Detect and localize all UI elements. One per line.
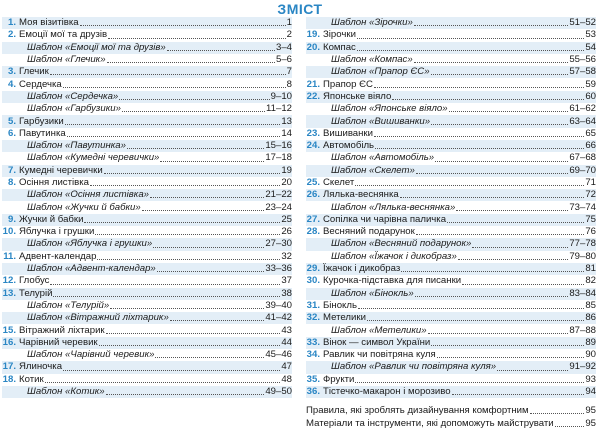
entry-title: Їжачок і дикобраз <box>323 263 401 275</box>
entry-title: Телурій <box>19 287 53 299</box>
entry-title: Прапор ЄС <box>323 78 373 90</box>
toc-entry <box>2 177 292 189</box>
entry-page: 76 <box>585 226 596 238</box>
entry-number: 30. <box>306 275 320 287</box>
entry-page: 53 <box>585 29 596 41</box>
entry-title: Шаблон «Чарівний черевик» <box>27 349 155 361</box>
toc-template-entry <box>2 201 292 213</box>
entry-title: Шаблон «Адвент-календар» <box>27 263 156 275</box>
dot-leader <box>90 184 280 186</box>
entry-page: 91–92 <box>569 361 596 373</box>
entry-number: 34. <box>306 349 320 361</box>
entry-number: 35. <box>306 373 320 385</box>
entry-page: 8 <box>286 78 292 90</box>
entry-page: 94 <box>585 386 596 398</box>
entry-number: 5. <box>7 115 16 127</box>
dot-leader <box>449 110 569 112</box>
entry-number: 1. <box>7 17 16 29</box>
dot-leader <box>357 49 584 51</box>
entry-number: 23. <box>306 127 320 139</box>
dot-leader <box>358 307 584 309</box>
entry-title: Компас <box>323 41 356 53</box>
entry-number: 31. <box>306 299 320 311</box>
entry-page: 57–58 <box>569 66 596 78</box>
entry-title: Шаблон «Кумедні черевички» <box>27 152 160 164</box>
entry-title: Шаблон «Глечик» <box>27 54 106 66</box>
entry-title: Правила, які зроблять дизайнування комфортним <box>306 404 529 416</box>
toc-entry <box>306 300 596 312</box>
dot-leader <box>167 49 275 51</box>
entry-title: Осіння листівка <box>19 177 89 188</box>
toc-template-entry <box>2 42 292 54</box>
dot-leader <box>414 61 569 63</box>
entry-number: 13. <box>2 287 16 299</box>
dot-leader <box>106 393 265 395</box>
toc-entry <box>306 214 596 226</box>
entry-title: Яблучка і грушки <box>19 226 95 238</box>
entry-title: Котик <box>19 373 44 385</box>
entry-title: Шаблон «Скелет» <box>331 164 415 176</box>
entry-title: Вінок — символ України <box>323 336 431 348</box>
entry-page: 65 <box>585 127 596 139</box>
entry-title: Шаблон «Котик» <box>27 386 105 398</box>
dot-leader <box>80 24 286 26</box>
dot-leader <box>456 209 568 211</box>
entry-title: Шаблон «Японське віяло» <box>331 103 448 115</box>
dot-leader <box>84 221 280 223</box>
toc-entry <box>306 386 596 398</box>
entry-title: Зірочки <box>323 29 356 41</box>
toc-entry <box>306 29 596 41</box>
dot-leader <box>50 283 280 285</box>
toc-template-entry <box>306 165 596 177</box>
entry-page: 81 <box>585 263 596 275</box>
entry-page: 85 <box>585 299 596 311</box>
entry-title: Шаблон «Весняний подарунок» <box>331 238 472 250</box>
dot-leader <box>555 425 585 427</box>
entry-title: Шаблон «Зірочки» <box>331 17 413 29</box>
toc-template-entry <box>2 349 292 361</box>
toc-entry <box>306 374 596 386</box>
entry-page: 13 <box>281 115 292 127</box>
entry-title: Шаблон «Павутинка» <box>27 140 126 152</box>
toc-left-column <box>2 17 292 398</box>
entry-title: Шаблон «Жучки й бабки» <box>27 201 141 213</box>
toc-entry <box>2 374 292 386</box>
entry-page: 20 <box>281 177 292 188</box>
dot-leader <box>415 295 569 297</box>
toc-entry <box>2 324 292 336</box>
entry-title: Шаблон «Равлик чи повітряна куля» <box>331 361 497 373</box>
dot-leader <box>452 393 585 395</box>
entry-page: 33–36 <box>265 263 292 275</box>
toc-template-entry <box>306 115 596 127</box>
entry-page: 75 <box>585 213 596 225</box>
entry-page: 17–18 <box>265 152 292 164</box>
toc-entry <box>2 361 292 373</box>
entry-number: 15. <box>2 324 16 336</box>
entry-title: Фрукти <box>323 373 355 385</box>
entry-page: 39–40 <box>265 299 292 311</box>
entry-title: Адвент-календар <box>19 250 97 262</box>
toc-template-entry <box>306 54 596 66</box>
entry-title: Моя візитівка <box>19 17 79 29</box>
dot-leader <box>63 86 286 88</box>
entry-title: Шаблон «Метелики» <box>331 324 427 336</box>
entry-page: 95 <box>585 417 596 429</box>
dot-leader <box>106 332 281 334</box>
dot-leader <box>160 160 264 162</box>
entry-number: 28. <box>306 226 320 238</box>
page-title: ЗМІСТ <box>277 1 323 17</box>
toc-template-entry <box>306 238 596 250</box>
entry-title: Автомобіль <box>323 140 375 152</box>
entry-page: 79–80 <box>569 250 596 262</box>
dot-leader <box>97 258 280 260</box>
entry-number: 18. <box>2 373 16 385</box>
entry-page: 44 <box>281 336 292 348</box>
entry-number: 33. <box>306 336 320 348</box>
entry-title: Сердечка <box>19 78 62 90</box>
entry-number: 16. <box>2 336 16 348</box>
dot-leader <box>435 160 568 162</box>
entry-page: 95 <box>585 404 596 416</box>
entry-page: 60 <box>585 90 596 102</box>
dot-leader <box>104 172 281 174</box>
toc-entry <box>2 66 292 78</box>
toc-entry <box>306 42 596 54</box>
entry-page: 51–52 <box>569 17 596 29</box>
entry-title: Шаблон «Осіння листівка» <box>27 189 149 201</box>
entry-page: 66 <box>585 140 596 152</box>
dot-leader <box>150 196 264 198</box>
entry-number: 20. <box>306 41 320 53</box>
entry-title: Шаблон «Гарбузики» <box>27 103 121 115</box>
entry-number: 29. <box>306 263 320 275</box>
entry-number: 8. <box>7 177 16 188</box>
toc-entry <box>306 177 596 189</box>
entry-page: 38 <box>281 287 292 299</box>
entry-number: 21. <box>306 78 320 90</box>
dot-leader <box>472 246 568 248</box>
entry-number: 27. <box>306 213 320 225</box>
entry-page: 89 <box>585 336 596 348</box>
entry-number: 12. <box>2 275 16 287</box>
entry-page: 47 <box>281 361 292 373</box>
dot-leader <box>374 135 584 137</box>
toc-template-entry <box>306 66 596 78</box>
entry-title: Японське віяло <box>323 90 392 102</box>
entry-page: 67–68 <box>569 152 596 164</box>
toc-entry <box>2 115 292 127</box>
entry-title: Емоції мої та друзів <box>19 29 108 41</box>
toc-template-entry <box>306 251 596 263</box>
entry-page: 90 <box>585 349 596 361</box>
entry-page: 3–4 <box>275 41 292 53</box>
toc-entry <box>2 29 292 41</box>
toc-entry <box>2 165 292 177</box>
dot-leader <box>416 172 568 174</box>
dot-leader <box>447 221 584 223</box>
entry-number: 3. <box>7 66 16 78</box>
toc-entry <box>2 337 292 349</box>
entry-title: Шаблон «Компас» <box>331 54 413 66</box>
entry-page: 15–16 <box>265 140 292 152</box>
toc-entry <box>2 251 292 263</box>
entry-page: 14 <box>281 127 292 139</box>
entry-page: 55–56 <box>569 54 596 66</box>
entry-page: 45–46 <box>265 349 292 361</box>
dot-leader <box>497 369 568 371</box>
toc-entry <box>306 78 596 90</box>
toc-template-entry <box>2 152 292 164</box>
toc-entry <box>306 263 596 275</box>
entry-page: 21–22 <box>265 189 292 201</box>
toc-entry <box>306 189 596 201</box>
entry-page: 48 <box>281 373 292 385</box>
dot-leader <box>119 98 269 100</box>
entry-title: Павутинка <box>19 127 66 139</box>
dot-leader <box>355 381 584 383</box>
entry-title: Шаблон «Емоції мої та друзів» <box>27 41 166 53</box>
entry-page: 93 <box>585 373 596 385</box>
entry-page: 86 <box>585 312 596 324</box>
entry-number: 2. <box>7 29 16 41</box>
entry-title: Бінокль <box>323 299 357 311</box>
toc-appendix-entry <box>306 417 596 430</box>
toc-entry <box>2 78 292 90</box>
dot-leader <box>392 98 584 100</box>
entry-number: 24. <box>306 140 320 152</box>
dot-leader <box>63 369 280 371</box>
toc-entry <box>306 91 596 103</box>
dot-leader <box>355 184 584 186</box>
entry-page: 7 <box>286 66 292 78</box>
entry-page: 43 <box>281 324 292 336</box>
dot-leader <box>530 412 585 414</box>
entry-number: 7. <box>7 164 16 176</box>
entry-title: Шаблон «Яблучка і грушки» <box>27 238 153 250</box>
dot-leader <box>374 86 584 88</box>
entry-title: Вишиванки <box>323 127 373 139</box>
toc-template-entry <box>2 300 292 312</box>
entry-number: 36. <box>306 386 320 398</box>
dot-leader <box>428 332 569 334</box>
dot-leader <box>108 37 286 39</box>
toc-template-entry <box>306 152 596 164</box>
entry-page: 71 <box>585 177 596 188</box>
dot-leader <box>416 233 585 235</box>
entry-page: 37 <box>281 275 292 287</box>
dot-leader <box>400 196 585 198</box>
toc-entry <box>306 226 596 238</box>
entry-title: Жучки й бабки <box>19 213 84 225</box>
entry-title: Шаблон «Телурій» <box>27 299 110 311</box>
entry-title: Глечик <box>19 66 49 78</box>
entry-page: 59 <box>585 78 596 90</box>
dot-leader <box>67 135 281 137</box>
entry-title: Тістечко-макарон і морозиво <box>323 386 451 398</box>
entry-number: 17. <box>2 361 16 373</box>
entry-page: 19 <box>281 164 292 176</box>
entry-page: 23–24 <box>265 201 292 213</box>
entry-page: 11–12 <box>266 103 292 115</box>
entry-page: 72 <box>585 189 596 201</box>
dot-leader <box>153 246 264 248</box>
toc-template-entry <box>2 91 292 103</box>
entry-title: Шаблон «Вишиванки» <box>331 115 431 127</box>
entry-title: Лялька-веснянка <box>323 189 399 201</box>
dot-leader <box>142 209 265 211</box>
entry-page: 87–88 <box>569 324 596 336</box>
entry-page: 83–84 <box>569 287 596 299</box>
entry-page: 2 <box>286 29 292 41</box>
toc-template-entry <box>2 189 292 201</box>
toc-entry <box>306 349 596 361</box>
toc-entry <box>2 288 292 300</box>
entry-title: Шаблон «Їжачок і дикобраз» <box>331 250 457 262</box>
toc-entry <box>306 140 596 152</box>
entry-number: 19. <box>306 29 320 41</box>
entry-number: 11. <box>3 250 16 262</box>
toc-template-entry <box>306 324 596 336</box>
entry-title: Курочка-підставка для писанки <box>323 275 462 287</box>
entry-page: 49–50 <box>265 386 292 398</box>
toc-template-entry <box>2 312 292 324</box>
dot-leader <box>431 73 569 75</box>
toc-entry <box>2 128 292 140</box>
toc-entry <box>306 337 596 349</box>
entry-title: Ялиночка <box>19 361 63 373</box>
toc-entry <box>2 226 292 238</box>
entry-page: 69–70 <box>569 164 596 176</box>
dot-leader <box>375 147 584 149</box>
dot-leader <box>431 123 568 125</box>
toc-template-entry <box>306 288 596 300</box>
toc-entry <box>2 214 292 226</box>
toc-template-entry <box>2 140 292 152</box>
entry-number: 9. <box>7 213 16 225</box>
dot-leader <box>127 147 264 149</box>
toc-appendix <box>306 404 596 430</box>
toc-entry <box>306 312 596 324</box>
dot-leader <box>437 356 585 358</box>
dot-leader <box>401 270 584 272</box>
dot-leader <box>45 381 281 383</box>
dot-leader <box>99 344 281 346</box>
toc-template-entry <box>306 17 596 29</box>
entry-page: 1 <box>286 17 292 29</box>
entry-page: 77–78 <box>569 238 596 250</box>
dot-leader <box>367 319 584 321</box>
dot-leader <box>458 258 569 260</box>
toc-template-entry <box>2 238 292 250</box>
entry-title: Матеріали та інструменти, які допоможуть майструвати <box>306 417 554 429</box>
dot-leader <box>462 283 584 285</box>
entry-title: Шаблон «Автомобіль» <box>331 152 435 164</box>
entry-title: Шаблон «Лялька-веснянка» <box>331 201 456 213</box>
entry-page: 61–62 <box>569 103 596 115</box>
dot-leader <box>53 295 280 297</box>
entry-title: Скелет <box>323 177 355 188</box>
toc-template-entry <box>306 201 596 213</box>
entry-title: Шаблон «Вітражний ліхтарик» <box>27 312 169 324</box>
entry-number: 10. <box>2 226 16 238</box>
dot-leader <box>122 110 265 112</box>
dot-leader <box>431 344 584 346</box>
dot-leader <box>50 73 286 75</box>
entry-title: Глобус <box>19 275 50 287</box>
entry-page: 5–6 <box>275 54 292 66</box>
toc-template-entry <box>306 103 596 115</box>
entry-title: Весняний подарунок <box>323 226 415 238</box>
dot-leader <box>357 37 584 39</box>
entry-title: Кумедні черевички <box>19 164 103 176</box>
toc-entry <box>306 275 596 287</box>
dot-leader <box>414 24 569 26</box>
entry-title: Гарбузики <box>19 115 64 127</box>
entry-page: 27–30 <box>265 238 292 250</box>
dot-leader <box>170 319 265 321</box>
entry-title: Равлик чи повітряна куля <box>323 349 436 361</box>
entry-title: Шаблон «Бінокль» <box>331 287 414 299</box>
entry-title: Чарівний черевик <box>19 336 98 348</box>
toc-entry <box>306 128 596 140</box>
entry-title: Шаблон «Сердечка» <box>27 90 119 102</box>
entry-title: Вітражний ліхтарик <box>19 324 105 336</box>
toc-template-entry <box>306 361 596 373</box>
entry-page: 63–64 <box>569 115 596 127</box>
entry-page: 32 <box>281 250 292 262</box>
entry-page: 25 <box>281 213 292 225</box>
entry-page: 26 <box>281 226 292 238</box>
entry-number: 32. <box>306 312 320 324</box>
entry-number: 26. <box>306 189 320 201</box>
toc-entry <box>2 275 292 287</box>
entry-title: Шаблон «Прапор ЄС» <box>331 66 430 78</box>
toc-template-entry <box>2 54 292 66</box>
dot-leader <box>157 270 265 272</box>
toc-appendix-entry <box>306 404 596 417</box>
entry-page: 54 <box>585 41 596 53</box>
entry-title: Метелики <box>323 312 366 324</box>
dot-leader <box>95 233 280 235</box>
entry-page: 41–42 <box>265 312 292 324</box>
entry-number: 6. <box>7 127 16 139</box>
toc-right-column <box>306 17 596 430</box>
entry-number: 25. <box>306 177 320 188</box>
entry-number: 22. <box>306 90 320 102</box>
entry-page: 73–74 <box>569 201 596 213</box>
dot-leader <box>155 356 264 358</box>
toc-template-entry <box>2 103 292 115</box>
entry-page: 9–10 <box>270 90 292 102</box>
entry-title: Сопілка чи чарівна паличка <box>323 213 447 225</box>
toc-template-entry <box>2 263 292 275</box>
entry-page: 82 <box>585 275 596 287</box>
entry-number: 4. <box>7 78 16 90</box>
toc-entry <box>2 17 292 29</box>
toc-template-entry <box>2 386 292 398</box>
dot-leader <box>110 307 264 309</box>
dot-leader <box>65 123 281 125</box>
dot-leader <box>107 61 275 63</box>
